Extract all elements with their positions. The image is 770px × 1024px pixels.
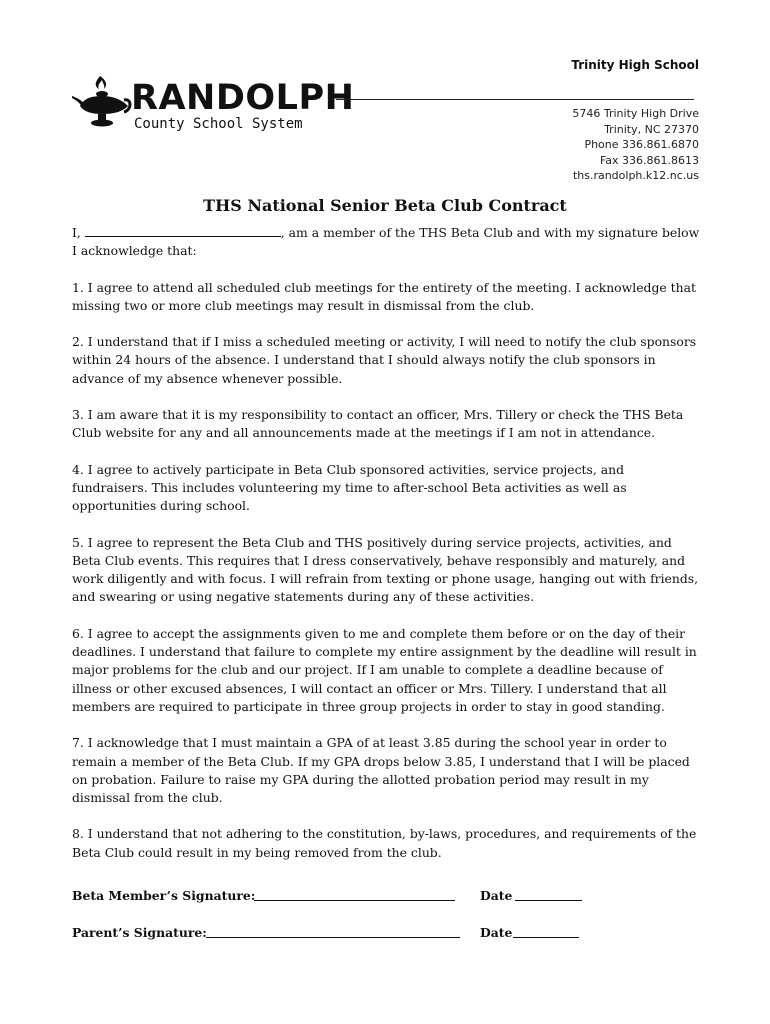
member-date-line[interactable]: [515, 900, 582, 901]
parent-date-label: Date: [480, 925, 513, 940]
parent-signature-row: [72, 923, 702, 943]
member-signature-label: Beta Member’s Signature:: [72, 888, 256, 903]
contract-item-3: 3. I am aware that it is my responsibility to contact an officer, Mrs. Tillery or check the THS Beta Club website for any and all announcements made at the meetings if I am not in attendance.: [72, 407, 684, 441]
fax-line: Fax 336.861.8613: [599, 153, 699, 167]
contract-item-1: 1. I agree to attend all scheduled club meetings for the entirety of the meeting. I acknowledge that missing two or more club meetings may result in dismissal from the club.: [72, 279, 697, 313]
school-address: [572, 106, 699, 184]
school-name: Trinity High School: [571, 58, 699, 72]
member-name-blank[interactable]: [85, 225, 281, 237]
lamp-logo-icon: [70, 74, 132, 134]
member-date-label: Date: [480, 888, 513, 903]
contract-body: [72, 224, 702, 880]
parent-signature-line[interactable]: [206, 937, 460, 938]
parent-date-line[interactable]: [513, 937, 579, 938]
contract-item-8: 8. I understand that not adhering to the constitution, by-laws, procedures, and requirements of the Beta Club could result in my being removed from the club.: [72, 826, 697, 860]
document-title: THS National Senior Beta Club Contract: [203, 196, 567, 215]
address-line: Trinity, NC 27370: [604, 122, 699, 136]
address-line: 5746 Trinity High Drive: [572, 107, 699, 120]
intro-prefix: I,: [72, 225, 81, 240]
header-divider: [336, 99, 694, 100]
website-line: ths.randolph.k12.nc.us: [572, 169, 699, 182]
intro-suffix: , am a member of the THS Beta Club and with my signature below I acknowledge that:: [72, 225, 700, 259]
intro-paragraph: [72, 224, 702, 261]
parent-signature-label: Parent’s Signature:: [72, 925, 207, 940]
contract-item-2: 2. I understand that if I miss a scheduled meeting or activity, I will need to notify the club sponsors within 24 hours of the absence. I understand that I should always notify the club sponsors in advance of my absence whenever possible.: [72, 334, 697, 386]
contract-item-4: 4. I agree to actively participate in Beta Club sponsored activities, service projects, and fundraisers. This includes volunteering my time to after-school Beta activities as well as opportunities during school.: [72, 461, 627, 514]
contract-item-5: 5. I agree to represent the Beta Club and THS positively during service projects, activities, and Beta Club events. This requires that I dress conservatively, behave responsibly and maturely, and work diligently and with focus. I will refrain from texting or phone usage, hanging out with friends, and swearing or using negative statements during any of these activities.: [72, 534, 699, 605]
brand-subtitle: County School System: [134, 116, 303, 132]
member-signature-row: [72, 886, 702, 906]
member-signature-line[interactable]: [254, 900, 455, 901]
contract-item-6: 6. I agree to accept the assignments given to me and complete them before or on the day of their deadlines. I understand that failure to complete my entire assignment by the deadline will result in major problems for the club and our project. If I am unable to complete a deadline because of illness or other excused absences, I will contact an officer or Mrs. Tillery. I understand that all members are required to participate in three group projects in order to stay in good standing.: [72, 625, 697, 714]
contract-item-7: 7. I acknowledge that I must maintain a GPA of at least 3.85 during the school year in order to remain a member of the Beta Club. If my GPA drops below 3.85, I understand that I will be placed on probation. Failure to raise my GPA during the allotted probation period may result in my dismissal from the club.: [72, 735, 690, 806]
phone-line: Phone 336.861.6870: [584, 138, 699, 151]
brand-name: RANDOLPH: [131, 78, 355, 118]
